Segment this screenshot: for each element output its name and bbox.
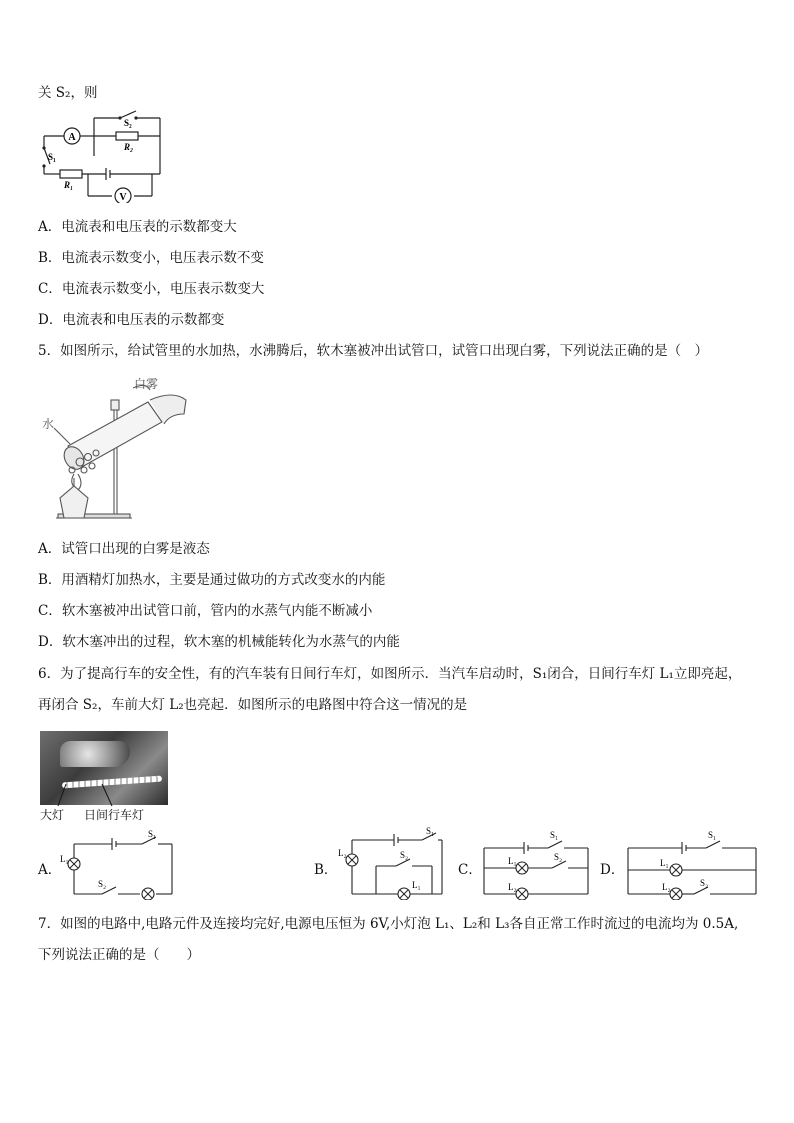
svg-text:S₁: S₁ — [48, 152, 56, 162]
svg-text:S₁: S₁ — [708, 830, 717, 840]
svg-text:白雾: 白雾 — [134, 378, 159, 391]
svg-text:L₁: L₁ — [508, 856, 517, 866]
lamp-icon — [346, 854, 358, 866]
headlight-caption: 大灯 — [40, 808, 65, 822]
svg-text:水: 水 — [42, 417, 55, 431]
q4-stem-tail: 关 S₂，则 — [38, 85, 98, 101]
q6-stem-line1: 6．为了提高行车的安全性，有的汽车装有日间行车灯，如图所示．当汽车启动时，S₁闭合，日间行车灯 L₁立即亮起， — [38, 666, 742, 682]
svg-text:S₂: S₂ — [124, 118, 132, 128]
svg-text:R₁: R₁ — [64, 180, 74, 190]
q4-circuit-diagram — [36, 108, 166, 203]
svg-text:S₂: S₂ — [400, 850, 409, 860]
svg-text:L₂: L₂ — [338, 848, 347, 858]
svg-text:L₁: L₁ — [660, 858, 669, 868]
q7-stem-line2: 下列说法正确的是（ ） — [38, 947, 200, 963]
lamp-icon — [142, 888, 154, 900]
q4-option-a: A．电流表和电压表的示数都变大 — [38, 219, 237, 235]
photo-callout-lines — [40, 780, 160, 808]
headlight-shape — [60, 741, 130, 767]
svg-text:S₁: S₁ — [550, 830, 559, 840]
svg-text:L₁: L₁ — [60, 854, 69, 864]
lamp-icon — [516, 888, 528, 900]
lamp-icon — [670, 888, 682, 900]
q6-stem-line2: 再闭合 S₂，车前大灯 L₂也亮起．如图所示的电路图中符合这一情况的是 — [38, 697, 468, 713]
q6-option-c-circuit — [478, 826, 594, 900]
q6-option-d-label: D． — [600, 862, 625, 878]
q4-option-b: B．电流表示数变小，电压表示数不变 — [38, 250, 264, 266]
svg-text:S₂: S₂ — [700, 878, 709, 888]
q5-option-d: D．软木塞冲出的过程，软木塞的机械能转化为水蒸气的内能 — [38, 634, 400, 650]
lamp-icon — [398, 888, 410, 900]
svg-text:L₁: L₁ — [412, 880, 421, 890]
q5-test-tube-figure — [38, 378, 188, 526]
svg-text:S₁: S₁ — [148, 829, 157, 839]
q5-option-b: B．用酒精灯加热水，主要是通过做功的方式改变水的内能 — [38, 572, 386, 588]
svg-text:L₂: L₂ — [662, 882, 671, 892]
q6-option-a-circuit — [58, 828, 178, 900]
q6-option-b-circuit — [336, 826, 454, 900]
svg-text:A: A — [68, 132, 76, 143]
svg-text:S₂: S₂ — [98, 879, 107, 889]
svg-text:R₂: R₂ — [124, 142, 134, 152]
q6-option-d-circuit — [622, 826, 762, 900]
svg-text:S₂: S₂ — [554, 852, 563, 862]
drl-caption: 日间行车灯 — [84, 808, 145, 822]
svg-text:V: V — [119, 192, 127, 203]
q7-stem-line1: 7．如图的电路中,电路元件及连接均完好,电源电压恒为 6V,小灯泡 L₁、L₂和 L₃各自正常工作时流过的电流均为 0.5A, — [38, 916, 739, 932]
q4-option-d: D．电流表和电压表的示数都变 — [38, 312, 225, 328]
q5-stem: 5．如图所示，给试管里的水加热，水沸腾后，软木塞被冲出试管口，试管口出现白雾，下列说法正确的是（ ） — [38, 343, 709, 359]
q5-option-a: A．试管口出现的白雾是液态 — [38, 541, 210, 557]
q6-option-a-label: A． — [38, 862, 62, 878]
q6-option-c-label: C． — [458, 862, 482, 878]
lamp-icon — [68, 858, 80, 870]
q5-option-c: C．软木塞被冲出试管口前，管内的水蒸气内能不断减小 — [38, 603, 373, 619]
q6-option-b-label: B． — [314, 862, 338, 878]
lamp-icon — [516, 862, 528, 874]
q4-option-c: C．电流表示数变小，电压表示数变大 — [38, 281, 265, 297]
svg-text:S₁: S₁ — [426, 826, 435, 836]
lamp-icon — [670, 864, 682, 876]
svg-text:L₂: L₂ — [508, 882, 517, 892]
